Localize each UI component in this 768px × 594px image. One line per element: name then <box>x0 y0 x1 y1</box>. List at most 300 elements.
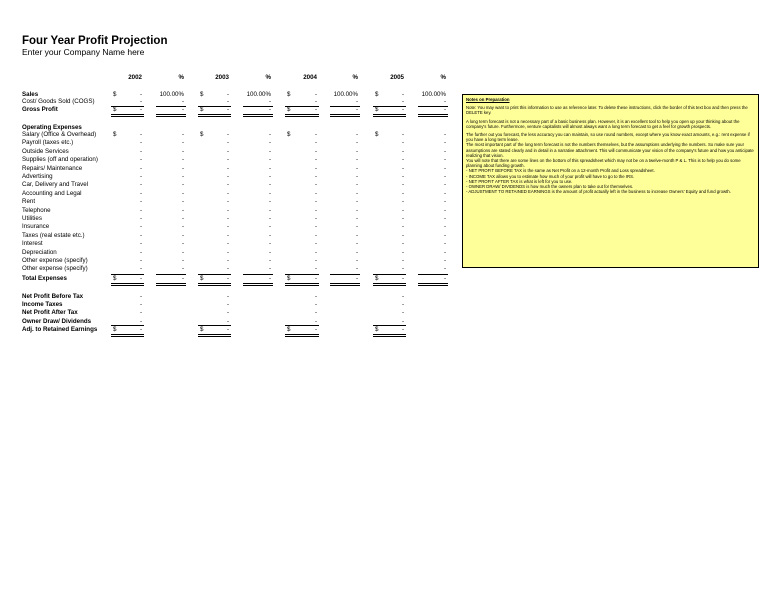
value-cell[interactable]: - <box>401 173 404 180</box>
rule-line <box>285 325 319 326</box>
pct-cell: - <box>355 248 358 256</box>
value-cell: - <box>226 274 229 282</box>
pct-cell: - <box>443 274 446 282</box>
pct-cell: - <box>268 248 271 256</box>
value-cell[interactable]: - <box>226 265 229 273</box>
value-cell[interactable]: - <box>314 257 317 264</box>
value-cell[interactable]: - <box>401 231 404 239</box>
value-cell[interactable]: - <box>314 293 317 300</box>
double-rule <box>418 116 448 117</box>
pct-cell: - <box>355 164 358 172</box>
double-rule <box>111 336 144 337</box>
section-heading: Operating Expenses <box>22 124 82 131</box>
pct-cell: - <box>268 223 271 231</box>
double-rule <box>418 114 448 115</box>
value-cell: - <box>314 274 317 282</box>
double-rule <box>285 283 319 284</box>
pct-cell: - <box>355 131 358 138</box>
value-cell[interactable]: - <box>139 265 142 273</box>
currency-sign: $ <box>375 106 379 113</box>
pct-cell: - <box>443 164 446 172</box>
pct-cell: - <box>181 173 184 180</box>
pct-cell: - <box>268 181 271 189</box>
expense-label: Rent <box>22 198 36 206</box>
value-cell[interactable]: - <box>314 265 317 273</box>
double-rule <box>111 334 144 335</box>
rule-line <box>111 325 144 326</box>
value-cell[interactable]: - <box>401 223 404 231</box>
summary-label: Income Taxes <box>22 301 63 309</box>
value-cell[interactable]: - <box>226 164 229 172</box>
pct-cell: - <box>443 206 446 214</box>
pct-cell: - <box>443 131 446 138</box>
value-cell[interactable]: - <box>226 98 229 105</box>
pct-cell: - <box>355 98 358 105</box>
expense-label: Other expense (specify) <box>22 257 88 264</box>
value-cell[interactable]: - <box>401 164 404 172</box>
value-cell[interactable]: - <box>226 91 229 98</box>
pct-cell: - <box>181 131 184 138</box>
pct-cell: - <box>443 156 446 164</box>
pct-cell: - <box>181 147 184 155</box>
value-cell[interactable]: - <box>314 301 317 309</box>
double-rule <box>330 283 360 284</box>
summary-label: Net Profit Before Tax <box>22 293 84 300</box>
pct-cell: - <box>443 240 446 248</box>
expense-label: Utilities <box>22 215 42 222</box>
value-cell[interactable]: - <box>139 223 142 231</box>
pct-cell: - <box>443 139 446 147</box>
value-cell[interactable]: - <box>401 206 404 214</box>
pct-cell: - <box>355 147 358 155</box>
value-cell[interactable]: - <box>226 301 229 309</box>
double-rule <box>373 336 406 337</box>
value-cell[interactable]: - <box>226 240 229 248</box>
value-cell[interactable]: - <box>226 293 229 300</box>
expense-label: Taxes (real estate etc.) <box>22 231 85 239</box>
notes-textbox[interactable] <box>462 94 759 268</box>
value-cell[interactable]: - <box>139 198 142 206</box>
page-title: Four Year Profit Projection <box>22 35 168 47</box>
notes-line: - NET PROFIT BEFORE TAX is the same as Net Profit on a 12-month Profit and Loss spreadsheet. <box>466 168 655 174</box>
expense-label: Accounting and Legal <box>22 189 82 197</box>
currency-sign: $ <box>200 106 204 113</box>
double-rule <box>285 336 319 337</box>
expense-label: Payroll (taxes etc.) <box>22 139 74 147</box>
value-cell[interactable]: - <box>139 139 142 147</box>
value-cell: - <box>226 325 229 333</box>
double-rule <box>373 334 406 335</box>
pct-cell: - <box>443 248 446 256</box>
pct-cell: - <box>355 223 358 231</box>
value-cell[interactable]: - <box>139 240 142 248</box>
row-label: Total Expenses <box>22 274 67 282</box>
value-cell[interactable]: - <box>226 231 229 239</box>
pct-cell: - <box>268 98 271 105</box>
pct-cell: - <box>268 240 271 248</box>
expense-label: Telephone <box>22 206 51 214</box>
value-cell[interactable]: - <box>314 164 317 172</box>
pct-cell: - <box>355 206 358 214</box>
value-cell[interactable]: - <box>139 231 142 239</box>
company-name[interactable]: Enter your Company Name here <box>22 47 145 57</box>
value-cell[interactable]: - <box>314 181 317 189</box>
value-cell: - <box>401 325 404 333</box>
value-cell[interactable]: - <box>139 98 142 105</box>
value-cell: - <box>314 106 317 113</box>
value-cell[interactable]: - <box>139 173 142 180</box>
double-rule <box>330 285 360 286</box>
notes-title: Notes on Preparation <box>466 97 510 102</box>
pct-cell: - <box>443 147 446 155</box>
value-cell: - <box>314 325 317 333</box>
pct-cell: - <box>268 173 271 180</box>
column-header-pct: % <box>178 74 184 81</box>
double-rule <box>243 114 273 115</box>
pct-cell: - <box>268 206 271 214</box>
currency-sign: $ <box>287 325 291 333</box>
value-cell[interactable]: - <box>401 301 404 309</box>
pct-cell: - <box>181 223 184 231</box>
pct-cell: - <box>268 131 271 138</box>
column-header-year: 2005 <box>390 74 404 81</box>
value-cell[interactable]: - <box>226 139 229 147</box>
pct-cell: - <box>443 106 446 113</box>
double-rule <box>156 285 186 286</box>
pct-cell: - <box>443 98 446 105</box>
pct-cell: - <box>268 257 271 264</box>
expense-label: Repairs/ Maintenance <box>22 164 83 172</box>
value-cell: - <box>139 106 142 113</box>
double-rule <box>330 114 360 115</box>
notes-line: - NET PROFIT AFTER TAX is what is left for you to use. <box>466 178 573 184</box>
pct-cell: - <box>355 257 358 264</box>
currency-sign: $ <box>200 274 204 282</box>
pct-cell: - <box>355 240 358 248</box>
pct-cell: - <box>181 156 184 164</box>
value-cell[interactable]: - <box>314 206 317 214</box>
value-cell[interactable]: - <box>139 248 142 256</box>
pct-cell: - <box>443 173 446 180</box>
value-cell[interactable]: - <box>314 223 317 231</box>
currency-sign: $ <box>287 131 291 138</box>
pct-cell: - <box>181 189 184 197</box>
double-rule <box>285 116 319 117</box>
expense-label: Car, Delivery and Travel <box>22 181 89 189</box>
value-cell[interactable]: - <box>314 189 317 197</box>
value-cell[interactable]: - <box>314 147 317 155</box>
value-cell[interactable]: - <box>314 131 317 138</box>
value-cell[interactable]: - <box>139 257 142 264</box>
pct-cell: - <box>181 98 184 105</box>
expense-label: Other expense (specify) <box>22 265 88 273</box>
value-cell[interactable]: - <box>139 181 142 189</box>
value-cell[interactable]: - <box>226 147 229 155</box>
pct-cell: - <box>355 274 358 282</box>
currency-sign: $ <box>113 325 117 333</box>
pct-cell: - <box>181 139 184 147</box>
value-cell[interactable]: - <box>139 91 142 98</box>
pct-cell: - <box>268 231 271 239</box>
value-cell[interactable]: - <box>226 156 229 164</box>
value-cell[interactable]: - <box>401 293 404 300</box>
notes-line: - ADJUSTMENT TO RETAINED EARNINGS is the amount of profit actually left in the business to increase Owners' Equity and fund growth. <box>466 189 731 195</box>
value-cell[interactable]: - <box>401 257 404 264</box>
summary-label: Owner Draw/ Dividends <box>22 317 92 325</box>
value-cell[interactable]: - <box>314 240 317 248</box>
pct-cell: - <box>355 189 358 197</box>
pct-cell: - <box>355 181 358 189</box>
value-cell[interactable]: - <box>401 309 404 317</box>
value-cell[interactable]: - <box>314 91 317 98</box>
value-cell[interactable]: - <box>226 181 229 189</box>
value-cell[interactable]: - <box>401 215 404 222</box>
notes-line: - OWNER DRAW/ DIVIDENDS is how much the owners plan to take out for themselves. <box>466 184 634 190</box>
value-cell[interactable]: - <box>401 265 404 273</box>
double-rule <box>418 283 448 284</box>
currency-sign: $ <box>287 106 291 113</box>
summary-label: Adj. to Retained Earnings <box>22 325 98 333</box>
pct-cell: - <box>268 265 271 273</box>
pct-cell: - <box>181 198 184 206</box>
double-rule <box>373 285 406 286</box>
pct-cell: - <box>181 215 184 222</box>
value-cell[interactable]: - <box>314 215 317 222</box>
notes-paragraph: The further out you forecast, the less accuracy you can maintain, so use round numbers, except where you know exact amounts, e.g.: rent expense if you have a long term lease. <box>466 132 750 143</box>
pct-cell: 100.00% <box>333 91 358 98</box>
pct-cell: - <box>181 274 184 282</box>
currency-sign: $ <box>375 325 379 333</box>
currency-sign: $ <box>200 131 204 138</box>
value-cell[interactable]: - <box>401 240 404 248</box>
double-rule <box>330 116 360 117</box>
pct-cell: - <box>268 147 271 155</box>
expense-label: Advertising <box>22 173 53 180</box>
pct-cell: - <box>181 106 184 113</box>
value-cell[interactable]: - <box>401 98 404 105</box>
pct-cell: - <box>443 189 446 197</box>
value-cell[interactable]: - <box>139 147 142 155</box>
value-cell: - <box>226 106 229 113</box>
pct-cell: - <box>181 265 184 273</box>
value-cell[interactable]: - <box>314 317 317 325</box>
value-cell[interactable]: - <box>226 198 229 206</box>
pct-cell: - <box>268 106 271 113</box>
row-label: Gross Profit <box>22 106 58 113</box>
row-label: Sales <box>22 91 39 98</box>
pct-cell: - <box>355 198 358 206</box>
pct-cell: - <box>443 223 446 231</box>
double-rule <box>156 116 186 117</box>
row-label: Cost/ Goods Sold (COGS) <box>22 98 95 105</box>
value-cell[interactable]: - <box>401 248 404 256</box>
double-rule <box>373 116 406 117</box>
value-cell[interactable]: - <box>226 215 229 222</box>
notes-line: - INCOME TAX allows you to estimate how much of your profit will have to go to the IRS. <box>466 173 635 179</box>
pct-cell: - <box>268 198 271 206</box>
column-header-year: 2003 <box>215 74 229 81</box>
currency-sign: $ <box>375 91 379 98</box>
value-cell[interactable]: - <box>139 301 142 309</box>
value-cell[interactable]: - <box>226 131 229 138</box>
value-cell[interactable]: - <box>314 231 317 239</box>
pct-cell: - <box>181 181 184 189</box>
column-header-pct: % <box>440 74 446 81</box>
rule-line <box>198 325 231 326</box>
value-cell[interactable]: - <box>226 317 229 325</box>
pct-cell: - <box>443 181 446 189</box>
pct-cell: - <box>355 215 358 222</box>
value-cell[interactable]: - <box>314 156 317 164</box>
double-rule <box>373 114 406 115</box>
pct-cell: - <box>268 156 271 164</box>
double-rule <box>198 336 231 337</box>
value-cell[interactable]: - <box>314 173 317 180</box>
value-cell[interactable]: - <box>139 156 142 164</box>
value-cell[interactable]: - <box>226 206 229 214</box>
expense-label: Insurance <box>22 223 50 231</box>
rule-line <box>373 325 406 326</box>
double-rule <box>243 283 273 284</box>
double-rule <box>111 285 144 286</box>
pct-cell: - <box>443 257 446 264</box>
value-cell[interactable]: - <box>226 173 229 180</box>
value-cell: - <box>401 106 404 113</box>
value-cell[interactable]: - <box>314 248 317 256</box>
value-cell[interactable]: - <box>139 317 142 325</box>
currency-sign: $ <box>113 131 117 138</box>
currency-sign: $ <box>113 106 117 113</box>
pct-cell: - <box>268 274 271 282</box>
pct-cell: - <box>181 240 184 248</box>
pct-cell: - <box>181 164 184 172</box>
double-rule <box>156 283 186 284</box>
value-cell[interactable]: - <box>401 147 404 155</box>
expense-label: Interest <box>22 240 43 248</box>
value-cell[interactable]: - <box>401 91 404 98</box>
value-cell[interactable]: - <box>139 309 142 317</box>
double-rule <box>156 114 186 115</box>
value-cell[interactable]: - <box>139 215 142 222</box>
currency-sign: $ <box>113 274 117 282</box>
currency-sign: $ <box>200 325 204 333</box>
double-rule <box>285 334 319 335</box>
value-cell[interactable]: - <box>401 181 404 189</box>
double-rule <box>418 285 448 286</box>
pct-cell: - <box>355 139 358 147</box>
value-cell[interactable]: - <box>139 206 142 214</box>
value-cell[interactable]: - <box>226 223 229 231</box>
value-cell[interactable]: - <box>226 309 229 317</box>
column-header-pct: % <box>265 74 271 81</box>
pct-cell: - <box>181 257 184 264</box>
double-rule <box>111 116 144 117</box>
pct-cell: 100.00% <box>159 91 184 98</box>
value-cell[interactable]: - <box>401 139 404 147</box>
value-cell[interactable]: - <box>314 98 317 105</box>
pct-cell: - <box>181 248 184 256</box>
value-cell[interactable]: - <box>314 198 317 206</box>
value-cell[interactable]: - <box>401 198 404 206</box>
currency-sign: $ <box>375 274 379 282</box>
value-cell[interactable]: - <box>139 131 142 138</box>
currency-sign: $ <box>375 131 379 138</box>
currency-sign: $ <box>113 91 117 98</box>
value-cell: - <box>139 325 142 333</box>
column-header-pct: % <box>352 74 358 81</box>
pct-cell: - <box>443 198 446 206</box>
double-rule <box>198 283 231 284</box>
notes-paragraph: You will note that there are some lines on the bottom of this spreadsheet which may not be on a twelve-month P & L. This is to help you do some planning about funding growth. <box>466 158 741 169</box>
value-cell: - <box>139 274 142 282</box>
value-cell[interactable]: - <box>314 139 317 147</box>
double-rule <box>285 285 319 286</box>
double-rule <box>243 116 273 117</box>
value-cell[interactable]: - <box>401 317 404 325</box>
notes-list <box>466 168 755 194</box>
value-cell[interactable]: - <box>226 257 229 264</box>
expense-label: Supplies (off and operation) <box>22 156 98 164</box>
value-cell[interactable]: - <box>139 164 142 172</box>
double-rule <box>198 114 231 115</box>
pct-cell: - <box>355 156 358 164</box>
currency-sign: $ <box>287 274 291 282</box>
currency-sign: $ <box>200 91 204 98</box>
expense-label: Outside Services <box>22 147 69 155</box>
double-rule <box>243 285 273 286</box>
double-rule <box>198 334 231 335</box>
double-rule <box>198 285 231 286</box>
pct-cell: - <box>443 265 446 273</box>
pct-cell: - <box>181 206 184 214</box>
pct-cell: - <box>355 231 358 239</box>
summary-label: Net Profit After Tax <box>22 309 78 317</box>
notes-body <box>466 119 755 169</box>
pct-cell: - <box>268 139 271 147</box>
double-rule <box>285 114 319 115</box>
pct-cell: 100.00% <box>246 91 271 98</box>
value-cell[interactable]: - <box>314 309 317 317</box>
column-header-year: 2004 <box>303 74 317 81</box>
pct-cell: - <box>443 231 446 239</box>
pct-cell: - <box>355 106 358 113</box>
currency-sign: $ <box>287 91 291 98</box>
pct-cell: - <box>268 189 271 197</box>
double-rule <box>198 116 231 117</box>
double-rule <box>111 114 144 115</box>
value-cell[interactable]: - <box>226 189 229 197</box>
pct-cell: - <box>181 231 184 239</box>
pct-cell: 100.00% <box>421 91 446 98</box>
pct-cell: - <box>268 215 271 222</box>
value-cell[interactable]: - <box>401 156 404 164</box>
pct-cell: - <box>268 164 271 172</box>
expense-label: Depreciation <box>22 248 57 256</box>
notes-paragraph: A long term forecast is not a necessary part of a basic business plan. However, it is an excellent tool to help you open up your thinking about the company's future. Furthermore, venture capitalists will almost always want a long term forecast to get a feel for growth prospects. <box>466 118 740 129</box>
notes-intro: Note: You may want to print this information to use as reference later. To delete these instructions, click the border of this text box and then press the DELETE key. <box>466 105 748 116</box>
double-rule <box>111 283 144 284</box>
value-cell[interactable]: - <box>139 293 142 300</box>
value-cell[interactable]: - <box>226 248 229 256</box>
pct-cell: - <box>443 215 446 222</box>
expense-label: Salary (Office & Overhead) <box>22 131 97 138</box>
column-header-year: 2002 <box>128 74 142 81</box>
value-cell[interactable]: - <box>401 189 404 197</box>
pct-cell: - <box>355 265 358 273</box>
pct-cell: - <box>355 173 358 180</box>
value-cell[interactable]: - <box>139 189 142 197</box>
value-cell[interactable]: - <box>401 131 404 138</box>
